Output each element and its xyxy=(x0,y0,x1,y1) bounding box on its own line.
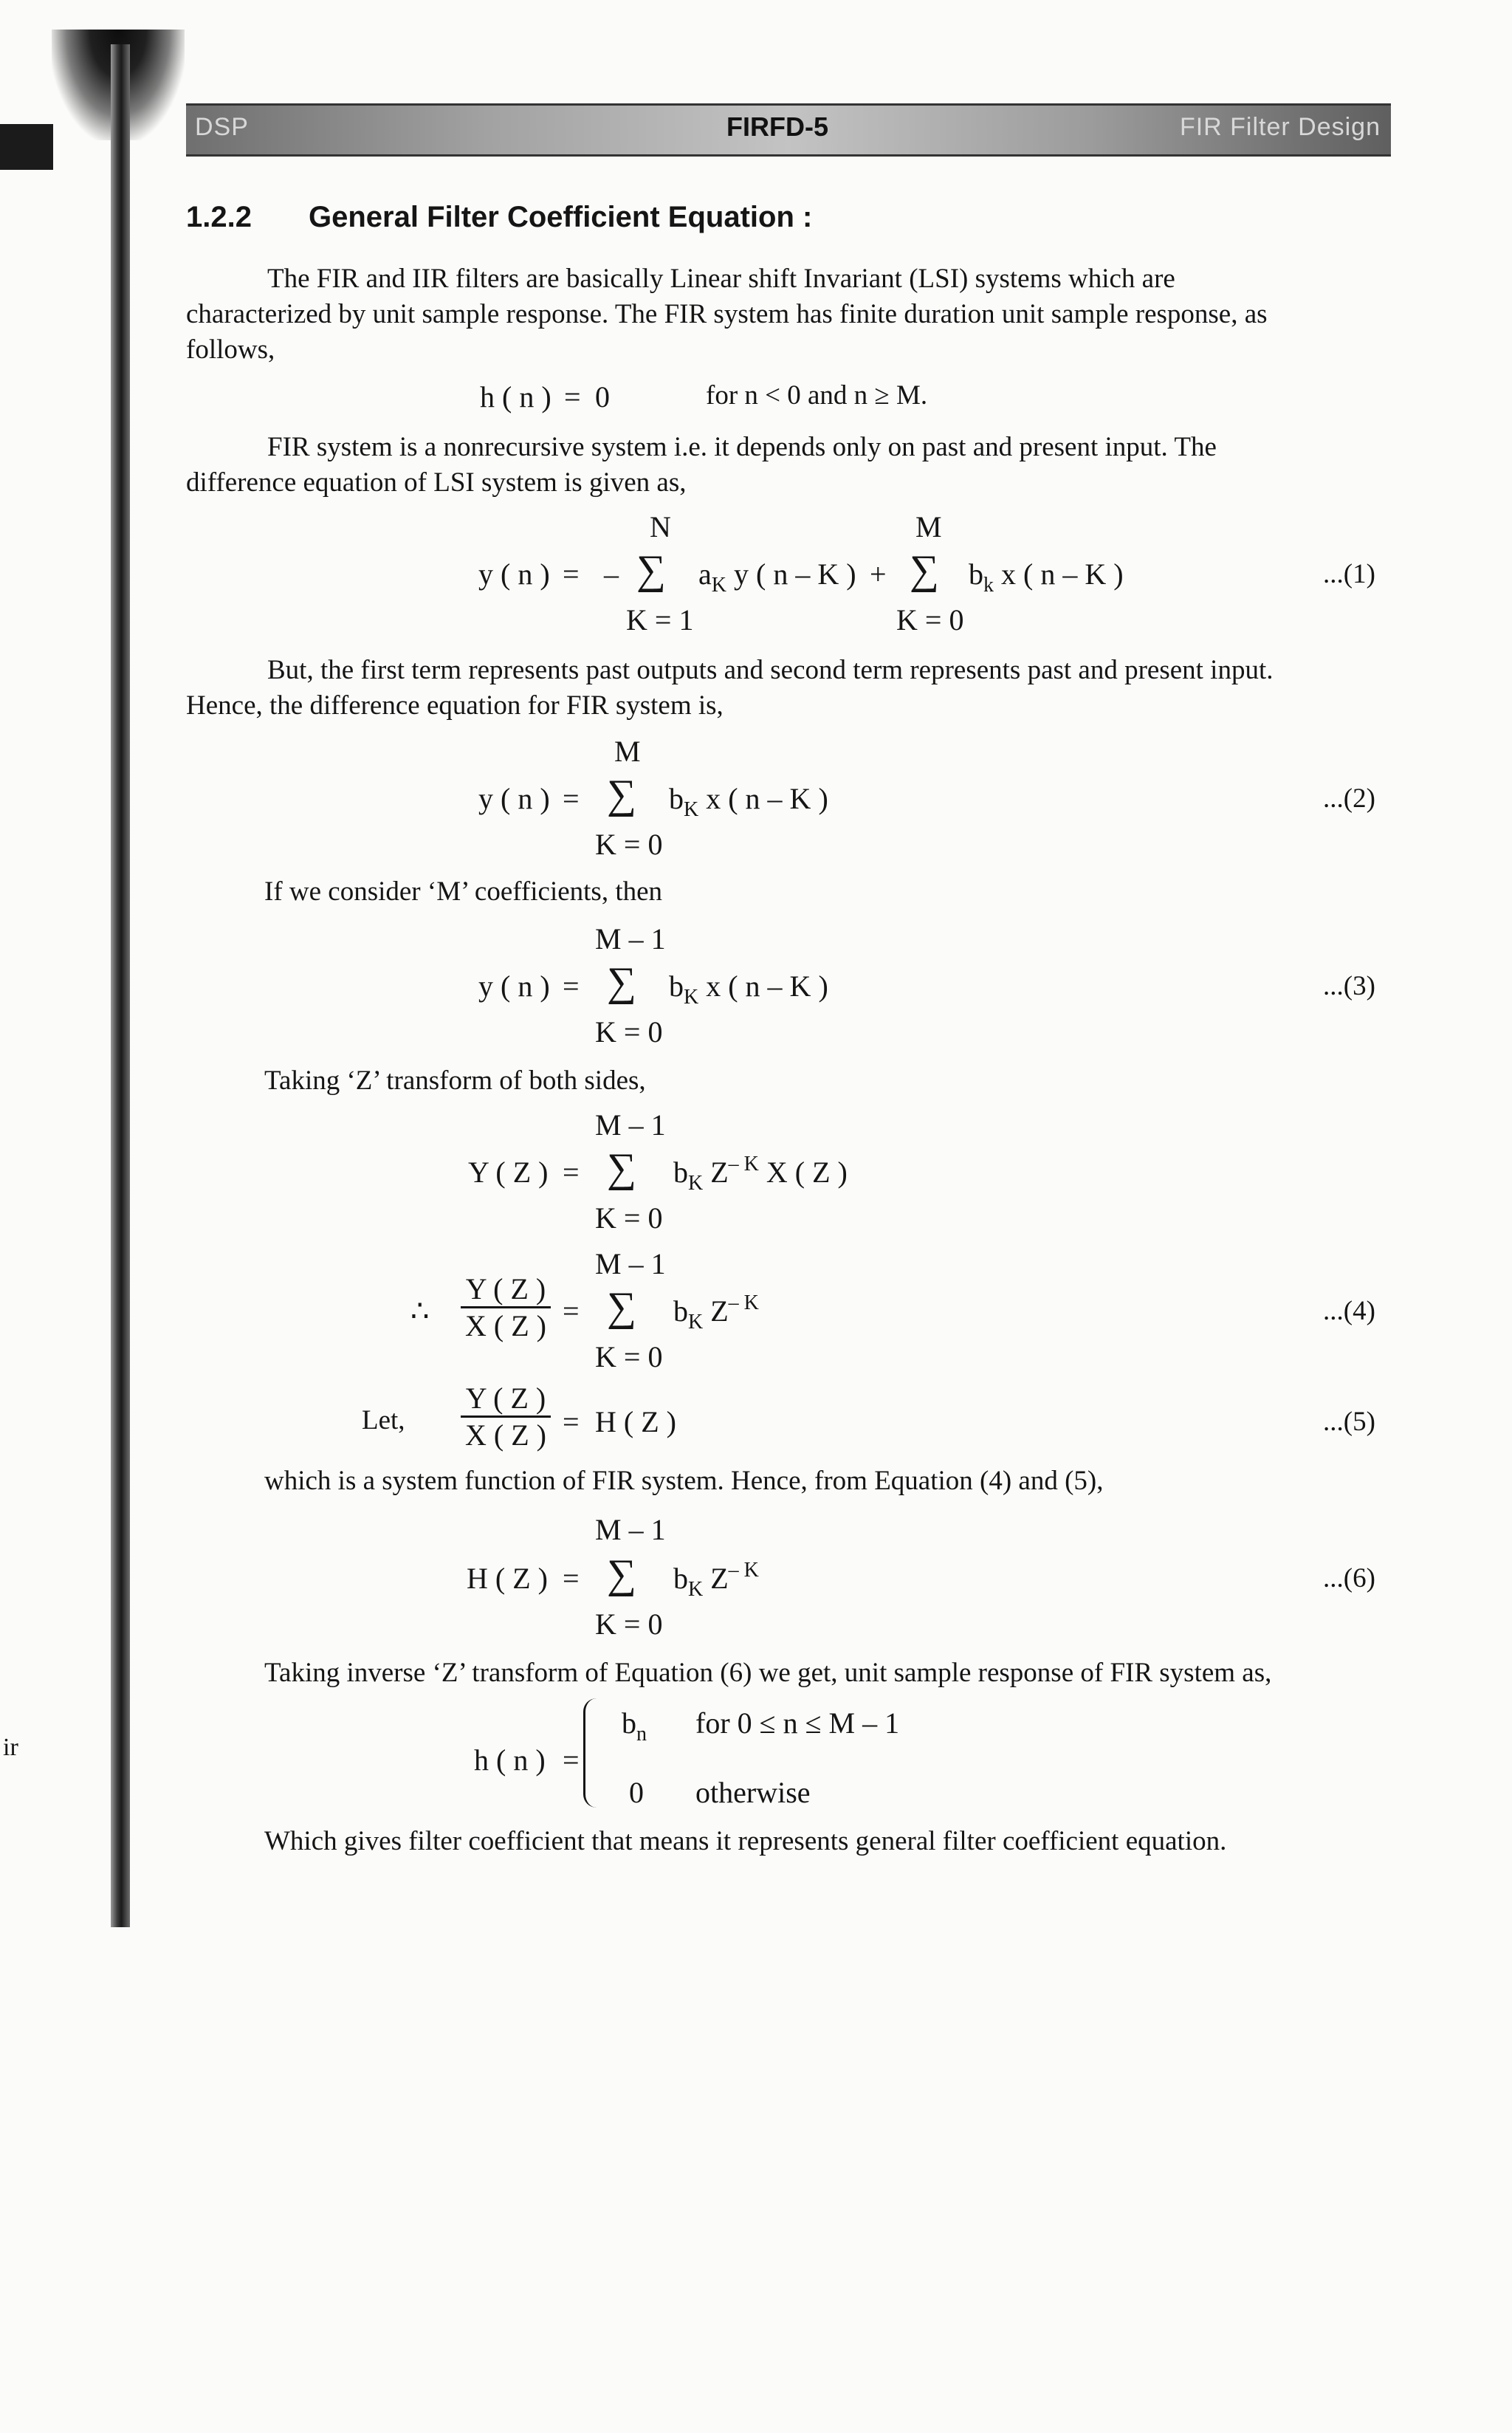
eq1-upper-limit-1: N xyxy=(650,510,671,543)
section-number: 1.2.2 xyxy=(186,201,252,233)
eq2-upper-limit: M xyxy=(614,735,641,768)
eqz-lhs: Y ( Z ) xyxy=(468,1156,549,1189)
eq3-equals: = xyxy=(563,970,580,1003)
eq7-case-1-value: $b_n$ xyxy=(622,1706,647,1746)
paragraph-1-line-1: The FIR and IIR filters are basically Linear shift Invariant (LSI) systems which are xyxy=(267,264,1175,294)
eq6-term: $b_K$ $Z^{- K}$ xyxy=(673,1559,759,1601)
eq1-minus: – xyxy=(604,557,619,591)
eq5-numerator: Y ( Z ) xyxy=(461,1381,551,1418)
eq1-plus: + xyxy=(870,557,887,591)
eq7-case-2-value: 0 xyxy=(629,1776,644,1809)
eq2-lhs: y ( n ) xyxy=(478,782,550,815)
eqz-equals: = xyxy=(563,1156,580,1189)
eq4-sigma: ∑ xyxy=(607,1284,636,1330)
eq4-number: ...(4) xyxy=(1323,1296,1375,1326)
eq2-term: $b_K$ x ( n – K ) xyxy=(669,782,828,821)
eqz-sigma: ∑ xyxy=(607,1145,636,1191)
eq2-sigma: ∑ xyxy=(607,772,636,817)
eqz-term: $b_K$ $Z^{- K}$ X ( Z ) xyxy=(673,1153,848,1195)
eq-hn-rhs: 0 xyxy=(595,380,610,413)
eq1-upper-limit-2: M xyxy=(915,510,942,543)
eq1-lower-limit-2: K = 0 xyxy=(896,603,964,636)
eq4-term: $b_K$ $Z^{- K}$ xyxy=(673,1291,759,1334)
eq6-sigma: ∑ xyxy=(607,1551,636,1597)
eq5-equals: = xyxy=(563,1405,580,1438)
eq6-lhs: H ( Z ) xyxy=(467,1562,548,1595)
paragraph-5: Taking ‘Z’ transform of both sides, xyxy=(264,1065,646,1096)
eqz-upper-limit: M – 1 xyxy=(595,1108,666,1142)
eq5-number: ...(5) xyxy=(1323,1407,1375,1437)
eq1-equals: = xyxy=(563,557,580,591)
eq4-upper-limit: M – 1 xyxy=(595,1247,666,1280)
eq7-case-1-condition: for 0 ≤ n ≤ M – 1 xyxy=(695,1706,900,1740)
eq7-equals: = xyxy=(563,1743,580,1777)
paragraph-7: Taking inverse ‘Z’ transform of Equation (6) we get, unit sample response of FIR system as, xyxy=(264,1658,1272,1688)
eq3-upper-limit: M – 1 xyxy=(595,922,666,955)
paragraph-3-line-2: Hence, the difference equation for FIR system is, xyxy=(186,690,724,721)
eq6-lower-limit: K = 0 xyxy=(595,1607,663,1641)
eq7-brace xyxy=(583,1698,603,1808)
eq2-equals: = xyxy=(563,782,580,815)
paragraph-8: Which gives filter coefficient that means it represents general filter coefficient equation. xyxy=(264,1826,1227,1856)
eq6-equals: = xyxy=(563,1562,580,1595)
paragraph-6: which is a system function of FIR system. Hence, from Equation (4) and (5), xyxy=(264,1466,1104,1496)
section-title: General Filter Coefficient Equation : xyxy=(309,201,813,233)
eq-hn-condition: for n < 0 and n ≥ M. xyxy=(706,380,928,411)
page-edge-mark xyxy=(0,124,53,170)
eq3-sigma: ∑ xyxy=(607,959,636,1005)
binding-edge xyxy=(111,44,130,1927)
eq5-rhs: H ( Z ) xyxy=(595,1405,676,1438)
eq3-lhs: y ( n ) xyxy=(478,970,550,1003)
eq4-fraction xyxy=(461,1272,551,1343)
eq2-number: ...(2) xyxy=(1323,783,1375,814)
eq2-lower-limit: K = 0 xyxy=(595,828,663,861)
eq6-number: ...(6) xyxy=(1323,1563,1375,1593)
eq1-sigma-2: ∑ xyxy=(910,547,939,593)
eqz-lower-limit: K = 0 xyxy=(595,1201,663,1235)
eq4-equals: = xyxy=(563,1294,580,1328)
eq5-denominator: X ( Z ) xyxy=(465,1418,546,1452)
eq1-sigma-1: ∑ xyxy=(636,547,666,593)
paragraph-2-line-1: FIR system is a nonrecursive system i.e. it depends only on past and present input. The xyxy=(267,432,1217,462)
eq7-case-2-condition: otherwise xyxy=(695,1776,811,1809)
eq4-numerator: Y ( Z ) xyxy=(461,1272,551,1308)
eq-hn-equals: = xyxy=(564,380,581,413)
eq3-term: $b_K$ x ( n – K ) xyxy=(669,970,828,1009)
eq5-let: Let, xyxy=(362,1405,405,1435)
eq-hn-lhs: h ( n ) xyxy=(480,380,551,413)
eq3-lower-limit: K = 0 xyxy=(595,1015,663,1049)
eq1-lower-limit-1: K = 1 xyxy=(626,603,694,636)
eq1-term-2: $b_k$ x ( n – K ) xyxy=(969,557,1124,597)
margin-fragment: ir xyxy=(3,1734,18,1761)
running-header xyxy=(186,103,1391,157)
eq7-lhs: h ( n ) xyxy=(474,1743,546,1777)
paragraph-4: If we consider ‘M’ coefficients, then xyxy=(264,876,663,907)
paragraph-1-line-2: characterized by unit sample response. The FIR system has finite duration unit sample response, as xyxy=(186,299,1268,329)
header-left-label: DSP xyxy=(195,113,249,141)
paragraph-2-line-2: difference equation of LSI system is given as, xyxy=(186,467,687,498)
paragraph-1-line-3: follows, xyxy=(186,334,275,365)
eq5-fraction xyxy=(461,1381,551,1452)
eq1-term-1: $a_K$ y ( n – K ) xyxy=(698,557,856,597)
eq1-number: ...(1) xyxy=(1323,559,1375,589)
eq4-denominator: X ( Z ) xyxy=(465,1309,546,1342)
header-page-title: FIRFD-5 xyxy=(726,111,828,142)
eq4-therefore: ∴ xyxy=(410,1294,430,1328)
header-right-label: FIR Filter Design xyxy=(1179,113,1381,141)
eq3-number: ...(3) xyxy=(1323,971,1375,1001)
paragraph-3-line-1: But, the first term represents past outputs and second term represents past and present input. xyxy=(267,655,1274,685)
eq4-lower-limit: K = 0 xyxy=(595,1340,663,1373)
eq1-lhs: y ( n ) xyxy=(478,557,550,591)
eq6-upper-limit: M – 1 xyxy=(595,1513,666,1546)
